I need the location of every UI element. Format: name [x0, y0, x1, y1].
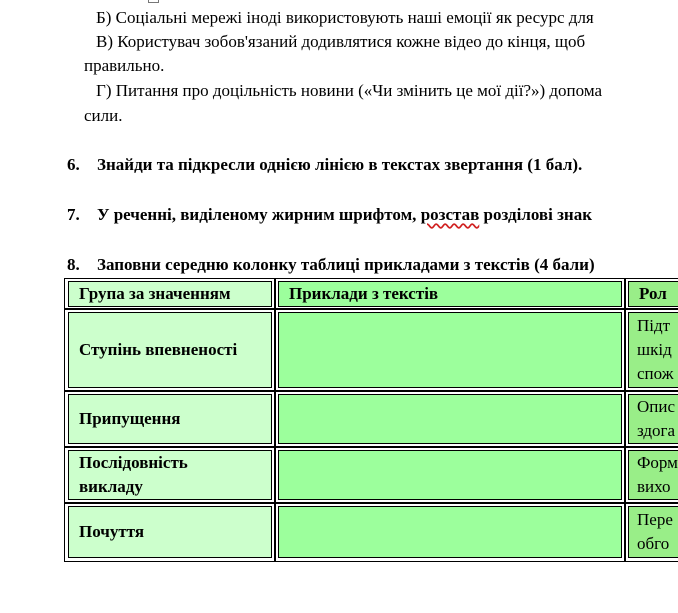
role-text-line: здога	[637, 421, 676, 440]
role-text-line: шкід	[637, 340, 672, 359]
option-v-line2: правильно.	[84, 56, 165, 75]
header-cell-examples	[274, 278, 626, 310]
task-number: 8.	[67, 255, 80, 274]
role-cell	[624, 308, 678, 392]
role-text-line: Форм	[637, 453, 678, 472]
group-label: Послідовність викладу	[79, 453, 188, 496]
task-number: 6.	[67, 155, 80, 174]
option-b: Б) Соціальні мережі іноді використовують наші емоції як ресурс для	[96, 8, 594, 27]
spellcheck-word: розстав	[420, 205, 480, 224]
table-row-group-cell	[64, 502, 276, 562]
role-text-line: Пере	[637, 510, 673, 529]
option-v-line1: В) Користувач зобов'язаний додивлятися кожне відео до кінця, щоб	[96, 32, 586, 51]
role-text-line: вихо	[637, 477, 671, 496]
header-role-label: Рол	[639, 284, 667, 303]
task-8	[67, 255, 595, 275]
role-cell	[624, 446, 678, 504]
header-cell-group	[64, 278, 276, 310]
role-cell	[624, 502, 678, 562]
task-6	[67, 155, 582, 175]
table-row-group-cell	[64, 446, 276, 504]
option-g-line1: Г) Питання про доцільність новини («Чи змінить це мої дії?») допома	[96, 81, 603, 100]
role-cell	[624, 390, 678, 448]
task-text: Заповни середню колонку таблиці прикладами з текстів (4 бали)	[97, 255, 595, 274]
role-text-line: обго	[637, 534, 670, 553]
example-cell[interactable]	[274, 446, 626, 504]
task-text: Знайди та підкресли однією лінією в текстах звертання (1 бал).	[97, 155, 583, 174]
task-7	[67, 205, 592, 225]
role-text-line: Підт	[637, 316, 671, 335]
group-label: Припущення	[79, 409, 181, 428]
table-row-group-cell	[64, 390, 276, 448]
task-number: 7.	[67, 205, 80, 224]
tiny-box-icon	[148, 0, 159, 3]
header-cell-role	[624, 278, 678, 310]
header-examples-label: Приклади з текстів	[289, 284, 439, 303]
example-cell[interactable]	[274, 502, 626, 562]
example-cell[interactable]	[274, 390, 626, 448]
task-text-tail: розділові знак	[479, 205, 593, 224]
role-text-line: Опис	[637, 397, 676, 416]
option-g-line2: сили.	[84, 106, 123, 125]
task-text: У реченні, виділеному жирним шрифтом,	[97, 205, 421, 224]
header-group-label: Група за значенням	[79, 284, 231, 303]
example-cell[interactable]	[274, 308, 626, 392]
table-row-group-cell	[64, 308, 276, 392]
group-label: Ступінь впевненості	[79, 340, 238, 359]
group-label: Почуття	[79, 522, 145, 541]
role-text-line: спож	[637, 364, 674, 383]
